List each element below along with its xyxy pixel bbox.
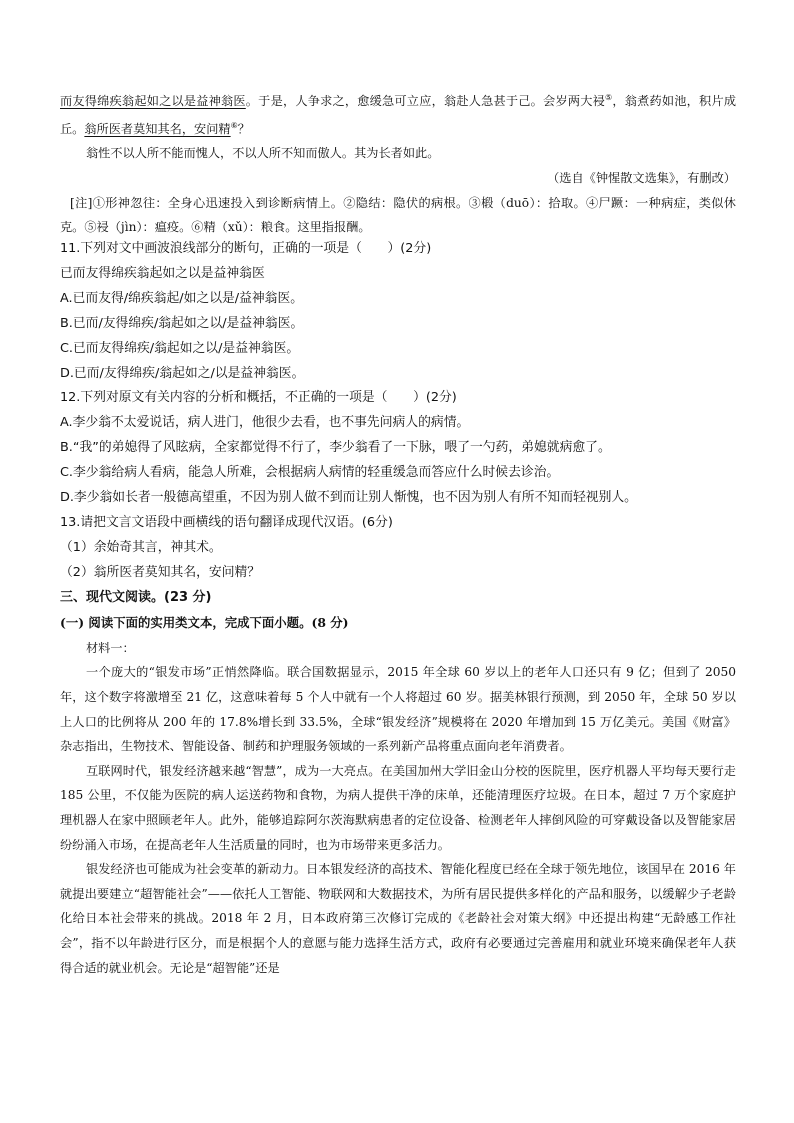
passage-annotation: [注]①形神忽往：全身心迅速投入到诊断病情上。②隐结：隐伏的病根。③椴（duō）：拾取。④尸蹶：一种病症，类似休克。⑤祲（jìn）：瘟疫。⑥精（xǔ）：粮食。这里指报酬。: [60, 195, 736, 235]
question-11-option-b[interactable]: B.已而/友得绵疾/翁起如之以/是益神翁医。: [60, 315, 304, 331]
question-11-stem: 11.下列对文中画波浪线部分的断句，正确的一项是（ ）(2分): [60, 241, 432, 256]
question-11-option-a[interactable]: A.已而友得/绵疾翁起/如之以是/益神翁医。: [60, 290, 304, 306]
question-11-sentence: 已而友得绵疾翁起如之以是益神翁医: [60, 265, 265, 281]
passage-source: （选自《钟惺散文选集》，有删改）: [547, 170, 736, 185]
question-12-option-b[interactable]: B.“我”的弟媳得了风眩病，全家都觉得不行了，李少翁看了一下脉，喂了一勺药，弟媳就病愈了。: [60, 440, 611, 456]
material-label: 材料一：: [86, 640, 135, 655]
material-paragraph-2: 互联网时代，银发经济越来越“智慧”，成为一大亮点。在美国加州大学旧金山分校的医院里，医疗机器人平均每天要行走 185 公里，不仅能为医院的病人运送药物和食物，为病人提供干净的床单，还能清理医疗垃圾。在日本，超过 7 万个家庭护理机器人在家中照顾老年人。此外，能够追踪阿尔茨海默病患者的定位设备、检测老年人摔倒风险的可穿戴设备以及智能家居纷纷涌入市场，在提高老年人生活质量的同时，也为市场带来更多活力。: [60, 763, 736, 852]
questions-block: [60, 237, 736, 586]
question-11-option-d[interactable]: D.已而/友得绵疾/翁起如之/以是益神翁医。: [60, 365, 305, 381]
question-12-stem: 12.下列对原文有关内容的分析和概括，不正确的一项是（ ）(2分): [60, 390, 457, 406]
underlined-sentence: 翁所医者莫知其名，安问精: [84, 121, 231, 136]
question-13-item-1: （1）余始奇其言，神其术。: [60, 539, 222, 555]
question-12-option-c[interactable]: C.李少翁给病人看病，能急人所难，会根据病人病情的轻重缓急而答应什么时候去诊治。: [60, 465, 560, 481]
passage-paragraph-1: 而友得绵疾翁起如之以是益神翁医。于是，人争求之，愈缓急可立应，翁赴人急甚于己。会岁两大祲⑤，翁煮药如池，积片成丘。翁所医者莫知其名，安问精⑥？: [60, 93, 737, 136]
material-paragraph-3: 银发经济也可能成为社会变革的新动力。日本银发经济的高技术、智能化程度已经在全球于领先地位，该国早在 2016 年就提出要建立“超智能社会”——依托人工智能、物联网和大数据技术，为所有居民提供多样化的产品和服务，以缓解少子老龄化给日本社会带来的挑战。2018 年 2 月，日本政府第三次修订完成的《老龄社会对策大纲》中还提出构建“无龄感工作社会”，指不以年龄进行区分，而是根据个人的意愿与能力选择生活方式，政府有必要通过完善雇用和就业环境来确保老年人获得合适的就业机会。无论是“超智能”还是: [60, 862, 736, 975]
material-paragraph-1: 一个庞大的“银发市场”正悄然降临。联合国数据显示，2015 年全球 60 岁以上的老年人口还只有 9 亿；但到了 2050 年，这个数字将激增至 21 亿，这意味着每 5 个人中就有一个人将超过 60 岁。据美林银行预测，到 2050 年，全球 50 岁以上人口的比例将从 200 年的 17.8%增长到 33.5%，全球“银发经济”规模将在 2020 年增加到 15 万亿美元。美国《财富》杂志指出，生物技术、智能设备、制药和护理服务领域的一系列新产品将重点面向老年消费者。: [60, 665, 736, 754]
question-13-item-2: （2）翁所医者莫知其名，安问精？: [60, 564, 261, 580]
footnote-marker-6: ⑥: [230, 120, 238, 130]
question-13-stem: 13.请把文言文语段中画横线的语句翻译成现代汉语。(6分): [60, 514, 393, 530]
question-12-option-d[interactable]: D.李少翁如长者一般德高望重，不因为别人做不到而让别人惭愧，也不因为别人有所不知而轻视别人。: [60, 490, 637, 506]
classical-passage-ending: [60, 86, 736, 240]
passage-paragraph-2: 翁性不以人所不能而愧人，不以人所不知而傲人。其为长者如此。: [86, 146, 440, 161]
wavy-underlined-sentence: 而友得绵疾翁起如之以是益神翁医: [60, 94, 246, 109]
question-12-option-a[interactable]: A.李少翁不太爱说话，病人进门，他很少去看，也不事先问病人的病情。: [60, 415, 470, 431]
section-3-heading: 三、现代文阅读。(23 分): [60, 590, 212, 605]
section-3: [60, 586, 736, 980]
footnote-marker-5: ⑤: [604, 93, 613, 102]
question-11-option-c[interactable]: C.已而友得绵疾/翁起如之以/是益神翁医。: [60, 340, 300, 356]
section-3-subheading: (一) 阅读下面的实用类文本，完成下面小题。(8 分): [60, 614, 349, 630]
